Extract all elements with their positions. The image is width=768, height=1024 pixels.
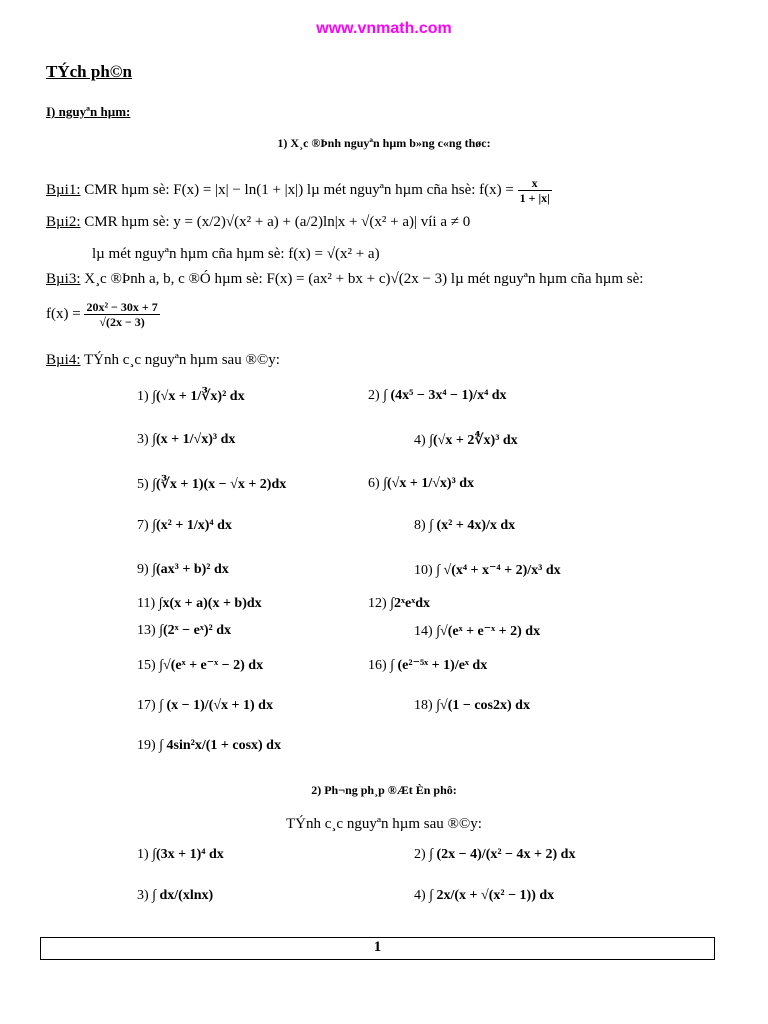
subsection-heading-1: 1) X¸c ®Þnh nguyªn hµm b»ng c«ng thøc: [277,136,491,150]
integral-item-11 [137,596,262,612]
integral-item-16 [368,657,487,674]
item-expression: ∫2ˣeˣdx [390,596,431,611]
item-number: 19) [137,738,156,753]
item-number: 4) [414,888,426,903]
integral-item-8 [414,518,515,534]
integral-item-9 [137,562,229,578]
integral-item-19 [137,738,281,754]
subsection-heading-2: 2) Ph¬ng ph¸p ®Æt Èn phô: [311,783,457,797]
problem-4-text: TÝnh c¸c nguyªn hµm sau ®©y: [83,352,280,368]
problem-2-line2: lµ mét nguyªn hµm cña hµm sè: f(x) = √(x² + a) [92,246,380,262]
problem-4-label: Bµi4: [46,352,81,368]
integral-item-6 [368,476,474,492]
item-expression: ∫ 2x/(x + √(x² − 1)) dx [429,888,555,903]
item-number: 3) [137,432,149,447]
integral-item-10 [414,562,561,579]
problem-3-f: f(x) = [46,305,81,322]
fraction-numerator: 20x² − 30x + 7 [86,300,158,314]
item-number: 10) [414,563,433,578]
problem-1-label: Bµi1: [46,181,81,198]
item-expression: ∫(ax³ + b)² dx [152,562,229,577]
item-expression: ∫(√x + 2∜x)³ dx [429,433,518,448]
item-number: 11) [137,596,156,611]
item-number: 1) [137,847,149,862]
page-title: TÝch ph©n [46,62,132,81]
item-expression: ∫(x + 1/√x)³ dx [152,432,236,447]
integral-item-7 [137,518,232,534]
integral-item-18 [414,698,530,714]
item-expression: ∫x(x + a)(x + b)dx [158,596,262,611]
problem-5-text: TÝnh c¸c nguyªn hµm sau ®©y: [286,816,482,832]
section-heading: I) nguyªn hµm: [46,104,131,119]
item-number: 14) [414,624,433,639]
item-expression: ∫√(eˣ + e⁻ˣ − 2) dx [159,658,264,673]
problem-1-fraction [518,176,552,205]
integral-item-1 [137,388,245,405]
item-number: 5) [137,477,149,492]
page-number: 1 [373,939,382,955]
item-number: 3) [137,888,149,903]
integral-item-5 [137,476,286,493]
item-expression: ∫(x² + 1/x)⁴ dx [152,518,232,533]
item-number: 12) [368,596,387,611]
item-expression: ∫(3x + 1)⁴ dx [152,847,224,862]
sub-item-2 [414,847,575,863]
item-number: 2) [368,388,380,403]
item-number: 9) [137,562,149,577]
item-expression: ∫ (x − 1)/(√x + 1) dx [159,698,273,713]
item-expression: ∫ (2x − 4)/(x² − 4x + 2) dx [429,847,576,862]
page-footer [40,937,715,960]
item-number: 13) [137,623,156,638]
item-number: 4) [414,433,426,448]
item-expression: ∫ 4sin²x/(1 + cosx) dx [159,738,281,753]
item-number: 8) [414,518,426,533]
problem-3-fraction [84,300,159,329]
item-number: 6) [368,476,380,491]
integral-item-12 [368,596,430,612]
item-number: 1) [137,389,149,404]
problem-3-text: X¸c ®Þnh a, b, c ®Ó hµm sè: F(x) = (ax² + bx + c)√(2x − 3) lµ mét nguyªn hµm cña hµm sè: [84,271,644,287]
fraction-numerator: x [518,176,552,191]
problem-2 [46,214,470,231]
integral-item-15 [137,657,263,674]
item-number: 18) [414,698,433,713]
item-expression: ∫ dx/(xlnx) [152,888,214,903]
problem-2-label: Bµi2: [46,214,81,230]
integral-item-2 [368,388,507,404]
problem-1-text: CMR hµm sè: F(x) = |x| − ln(1 + |x|) lµ mét nguyªn hµm cña hsè: f(x) = [84,181,514,198]
item-number: 16) [368,658,387,673]
item-number: 2) [414,847,426,862]
integral-item-14 [414,623,540,640]
item-expression: ∫ (4x⁵ − 3x⁴ − 1)/x⁴ dx [383,388,507,403]
sub-item-1 [137,847,224,863]
integral-item-3 [137,432,235,448]
item-expression: ∫(√x + 1/∛x)² dx [152,389,245,404]
item-expression: ∫(2ˣ − eˣ)² dx [159,623,232,638]
sub-item-4 [414,888,554,904]
item-expression: ∫ (x² + 4x)/x dx [429,518,516,533]
fraction-denominator: 1 + |x| [519,191,550,205]
item-expression: ∫ (e²⁻⁵ˣ + 1)/eˣ dx [390,658,488,673]
item-number: 17) [137,698,156,713]
problem-4 [46,352,280,369]
problem-2-text: CMR hµm sè: y = (x/2)√(x² + a) + (a/2)ln|x + √(x² + a)| víi a ≠ 0 [84,214,471,230]
sub-item-3 [137,888,213,904]
fraction-denominator: √(2x − 3) [99,315,145,329]
problem-3-formula [46,300,160,329]
site-url[interactable]: www.vnmath.com [316,20,452,37]
problem-3-label: Bµi3: [46,271,81,287]
integral-item-4 [414,432,518,449]
item-number: 7) [137,518,149,533]
problem-3 [46,271,643,288]
item-expression: ∫ √(x⁴ + x⁻⁴ + 2)/x³ dx [436,563,561,578]
item-expression: ∫√(1 − cos2x) dx [436,698,530,713]
problem-1 [46,176,552,205]
integral-item-13 [137,623,231,639]
item-expression: ∫√(eˣ + e⁻ˣ + 2) dx [436,624,541,639]
item-expression: ∫(√x + 1/√x)³ dx [383,476,475,491]
item-number: 15) [137,658,156,673]
item-expression: ∫(∛x + 1)(x − √x + 2)dx [152,477,287,492]
integral-item-17 [137,698,273,714]
